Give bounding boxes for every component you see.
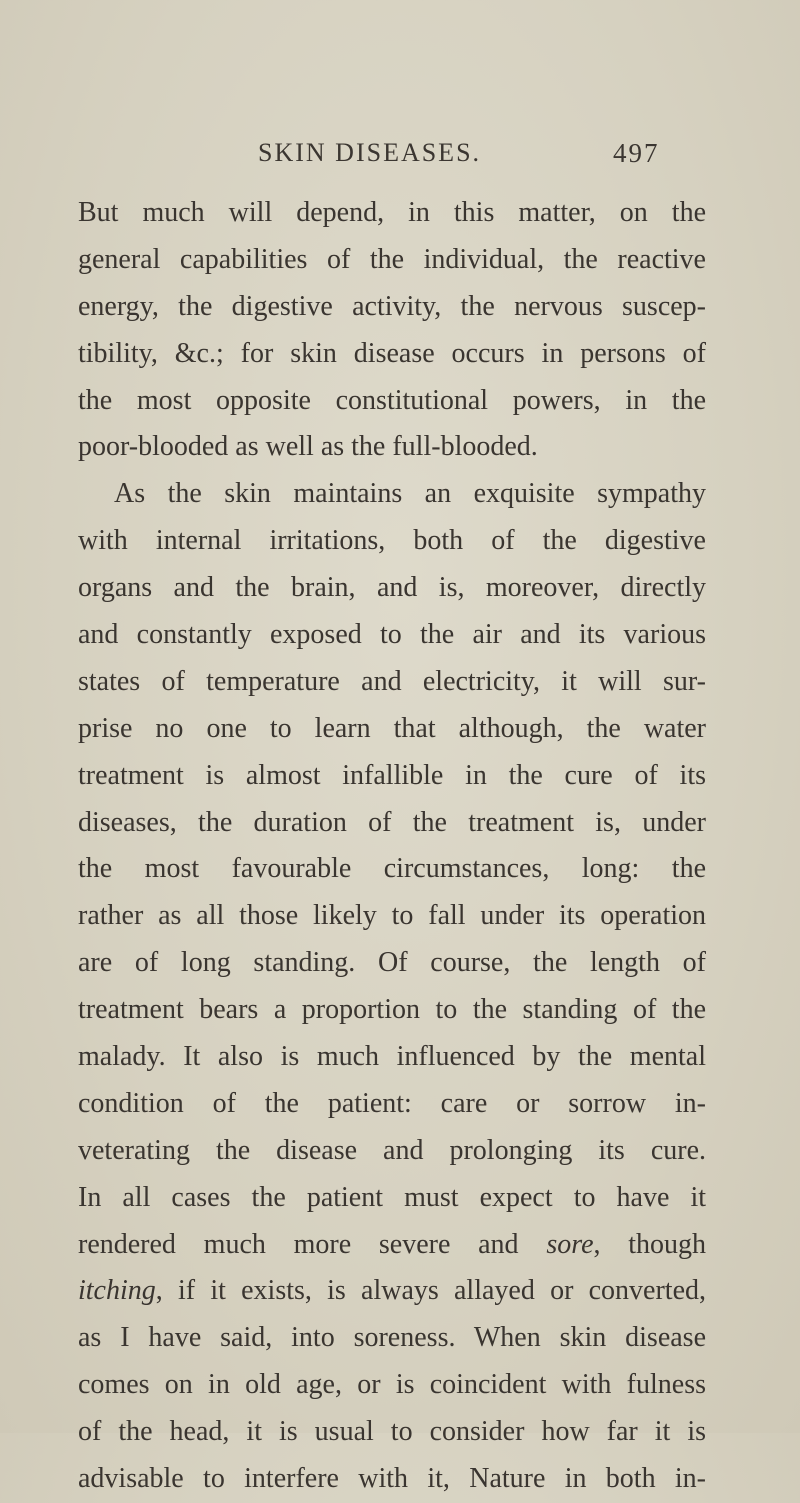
text-line: In all cases the patient must expect to have it	[78, 1181, 706, 1213]
text-fragment: , if it exists, is always allayed or converted,	[155, 1275, 706, 1307]
page-number: 497	[613, 138, 660, 168]
text-line: rather as all those likely to fall under its operation	[78, 900, 706, 932]
text-line: states of temperature and electricity, it will sur-	[78, 665, 706, 697]
text-line: treatment is almost infallible in the cure of its	[78, 759, 706, 791]
running-head	[0, 138, 800, 178]
text-fragment: rendered much more severe and	[78, 1228, 519, 1260]
text-line: general capabilities of the individual, the reactive	[78, 243, 706, 275]
text-line: and constantly exposed to the air and its various	[78, 619, 706, 651]
text-line: veterating the disease and prolonging its cure.	[78, 1134, 706, 1166]
text-line: tibility, &c.; for skin disease occurs in persons of	[78, 337, 706, 369]
italic-word-itching: itching	[78, 1275, 156, 1307]
text-line: As the skin maintains an exquisite sympathy	[114, 478, 706, 510]
text-line: the most favourable circumstances, long: the	[78, 853, 706, 885]
text-line: condition of the patient: care or sorrow in-	[78, 1087, 706, 1119]
text-line: advisable to interfere with it, Nature in both in-	[78, 1463, 706, 1495]
running-title: SKIN DISEASES.	[258, 138, 482, 167]
text-line: poor-blooded as well as the full-blooded.	[78, 431, 538, 463]
text-line: treatment bears a proportion to the standing of the	[78, 994, 706, 1026]
text-line: comes on in old age, or is coincident with fulness	[78, 1369, 706, 1401]
body-text	[78, 190, 706, 1503]
text-line: are of long standing. Of course, the length of	[78, 947, 706, 979]
text-line: But much will depend, in this matter, on the	[78, 197, 706, 228]
italic-word-sore: sore	[546, 1228, 594, 1260]
text-line: malady. It also is much influenced by the mental	[78, 1041, 706, 1073]
text-line: energy, the digestive activity, the nervous suscep-	[78, 290, 706, 322]
text-line: prise no one to learn that although, the water	[78, 712, 706, 744]
text-line: as I have said, into soreness. When skin disease	[78, 1322, 706, 1354]
text-fragment: , though	[593, 1228, 707, 1260]
text-line: organs and the brain, and is, moreover, directly	[78, 572, 706, 604]
text-line: with internal irritations, both of the digestive	[78, 525, 706, 557]
text-line: diseases, the duration of the treatment is, under	[78, 806, 706, 838]
text-line: of the head, it is usual to consider how far it is	[78, 1416, 706, 1448]
text-line	[78, 1222, 706, 1269]
text-line: the most opposite constitutional powers, in the	[78, 384, 706, 416]
text-line	[78, 1268, 706, 1315]
